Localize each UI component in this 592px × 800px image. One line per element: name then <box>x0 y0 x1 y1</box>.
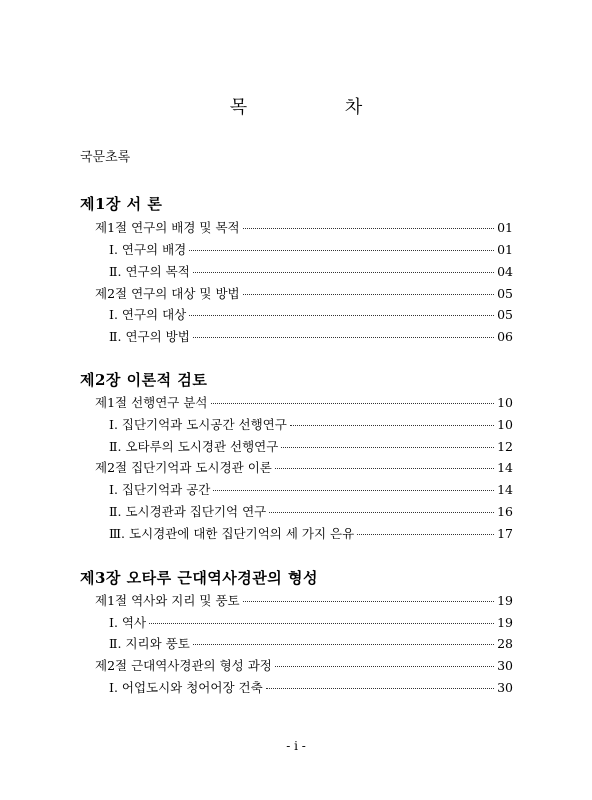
toc-leader <box>281 447 494 448</box>
toc-leader <box>290 425 494 426</box>
toc-leader <box>269 512 494 513</box>
toc-entry <box>109 502 513 520</box>
toc-page: 04 <box>497 264 513 279</box>
toc-label: Ⅰ. 집단기억과 공간 <box>109 482 211 497</box>
toc-leader <box>266 688 494 689</box>
toc-leader <box>193 337 494 338</box>
toc-label: Ⅱ. 도시경관과 집단기억 연구 <box>109 504 267 519</box>
toc-leader <box>275 666 494 667</box>
toc-leader <box>357 534 494 535</box>
toc-leader <box>243 294 494 295</box>
toc-leader <box>211 403 495 404</box>
chapter-3-title: 제3장 오타루 근대역사경관의 형성 <box>80 569 318 587</box>
toc-entry <box>109 305 513 323</box>
toc-entry <box>109 613 513 631</box>
toc-label: Ⅱ. 연구의 목적 <box>109 264 190 279</box>
toc-label: Ⅰ. 연구의 대상 <box>109 307 187 322</box>
toc-label: 제1절 역사와 지리 및 풍토 <box>95 593 240 608</box>
toc-leader <box>213 490 494 491</box>
toc-label: 제1절 선행연구 분석 <box>95 395 208 410</box>
toc-page: 28 <box>497 636 513 651</box>
toc-leader <box>193 272 494 273</box>
toc-entry <box>109 240 513 258</box>
toc-entry <box>95 393 513 411</box>
toc-label: Ⅰ. 어업도시와 청어어장 건축 <box>109 680 263 695</box>
page-title: 목 차 <box>229 97 409 118</box>
toc-leader <box>193 644 494 645</box>
toc-label: Ⅱ. 연구의 방법 <box>109 329 190 344</box>
toc-page: 12 <box>497 439 513 454</box>
toc-label: Ⅰ. 연구의 배경 <box>109 242 187 257</box>
toc-page: 05 <box>497 307 513 322</box>
toc-page: 10 <box>497 395 513 410</box>
toc-label: Ⅱ. 지리와 풍토 <box>109 636 190 651</box>
toc-entry <box>109 415 513 433</box>
toc-leader <box>275 468 494 469</box>
toc-page: 30 <box>497 658 513 673</box>
toc-entry <box>109 634 513 652</box>
toc-page: 06 <box>497 329 513 344</box>
toc-label: Ⅰ. 집단기억과 도시공간 선행연구 <box>109 417 287 432</box>
chapter-2-title: 제2장 이론적 검토 <box>80 371 208 389</box>
toc-page: 17 <box>497 526 513 541</box>
toc-label: 제2절 연구의 대상 및 방법 <box>95 286 240 301</box>
toc-page: 01 <box>497 220 513 235</box>
toc-leader <box>189 250 494 251</box>
toc-page: 05 <box>497 286 513 301</box>
toc-label: 제2절 집단기억과 도시경관 이론 <box>95 460 272 475</box>
toc-entry <box>95 591 513 609</box>
toc-entry <box>109 524 513 542</box>
page-number: - i - <box>286 739 306 753</box>
toc-entry <box>95 458 513 476</box>
toc-entry <box>109 480 513 498</box>
toc-entry <box>95 218 513 236</box>
toc-label: Ⅲ. 도시경관에 대한 집단기억의 세 가지 은유 <box>109 526 355 541</box>
toc-entry <box>95 284 513 302</box>
toc-entry <box>109 262 513 280</box>
toc-leader <box>189 315 494 316</box>
toc-entry <box>109 678 513 696</box>
toc-leader <box>243 228 494 229</box>
toc-page: 19 <box>497 593 513 608</box>
toc-page: 14 <box>497 482 513 497</box>
toc-page: 01 <box>497 242 513 257</box>
toc-label: Ⅱ. 오타루의 도시경관 선행연구 <box>109 439 279 454</box>
toc-label: 제2절 근대역사경관의 형성 과정 <box>95 658 272 673</box>
toc-label: 제1절 연구의 배경 및 목적 <box>95 220 240 235</box>
toc-entry <box>109 327 513 345</box>
toc-page: 30 <box>497 680 513 695</box>
chapter-1-title: 제1장 서 론 <box>80 195 163 213</box>
toc-leader <box>243 601 494 602</box>
toc-label: Ⅰ. 역사 <box>109 615 147 630</box>
abstract-entry: 국문초록 <box>80 150 131 165</box>
toc-page: 19 <box>497 615 513 630</box>
toc-entry <box>109 437 513 455</box>
toc-entry <box>95 656 513 674</box>
toc-leader <box>149 623 494 624</box>
toc-page: 10 <box>497 417 513 432</box>
toc-page: 16 <box>497 504 513 519</box>
toc-page: 14 <box>497 460 513 475</box>
